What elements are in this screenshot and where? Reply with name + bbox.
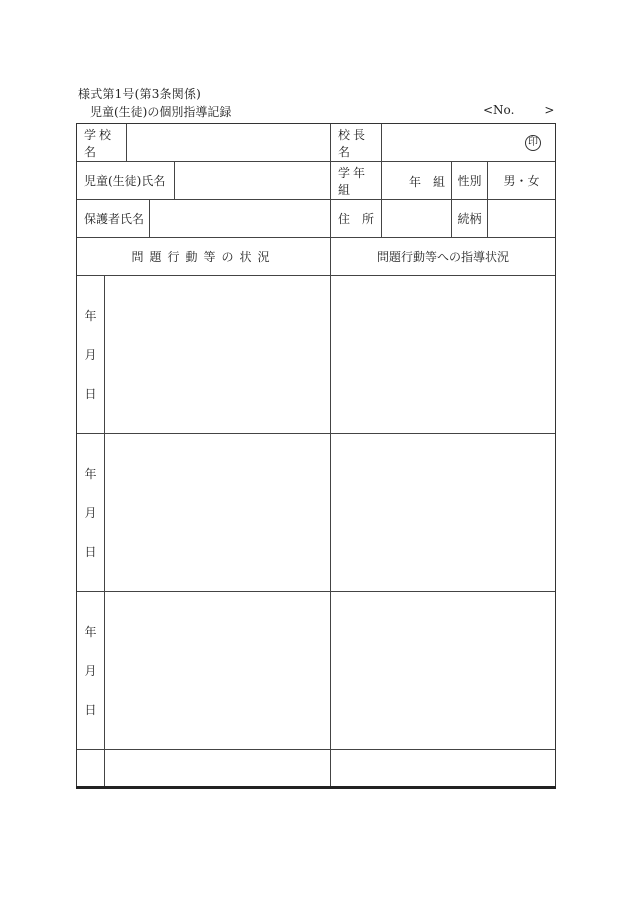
document-title: 児童(生徒)の個別指導記録 bbox=[90, 105, 232, 119]
month-label: 月 bbox=[84, 348, 97, 362]
problem-behavior-entry[interactable] bbox=[105, 276, 330, 433]
guardian-name-label: 保護者氏名 bbox=[84, 212, 145, 226]
guidance-status-entry[interactable] bbox=[331, 592, 555, 749]
month-label: 月 bbox=[84, 664, 97, 678]
date-column bbox=[77, 434, 104, 591]
student-name-field[interactable] bbox=[175, 162, 330, 199]
problem-behavior-header: 問題行動等の状況 bbox=[131, 250, 276, 264]
grade-class-field[interactable] bbox=[382, 162, 451, 199]
student-name-label: 児童(生徒)氏名 bbox=[84, 174, 166, 188]
date-column bbox=[77, 592, 104, 749]
guidance-status-entry[interactable] bbox=[331, 276, 555, 433]
form-number: 様式第1号(第3条関係) bbox=[78, 87, 202, 101]
guidance-status-entry[interactable] bbox=[331, 434, 555, 591]
seal-icon: 印 bbox=[525, 135, 541, 151]
grade-class-label: 学年組 bbox=[338, 165, 369, 197]
record-number bbox=[483, 103, 554, 117]
principal-name-field[interactable] bbox=[382, 124, 555, 161]
relationship-label: 続柄 bbox=[457, 212, 482, 226]
year-label: 年 bbox=[84, 309, 97, 323]
principal-name-label: 校長名 bbox=[338, 127, 369, 159]
bottom-rule bbox=[76, 786, 556, 789]
relationship-field[interactable] bbox=[488, 200, 555, 237]
guardian-name-field[interactable] bbox=[150, 200, 330, 237]
year-label: 年 bbox=[84, 467, 97, 481]
problem-behavior-entry[interactable] bbox=[105, 750, 330, 786]
school-name-label: 学校名 bbox=[84, 127, 115, 159]
problem-behavior-entry[interactable] bbox=[105, 434, 330, 591]
class-unit: 組 bbox=[433, 175, 446, 189]
day-label: 日 bbox=[84, 387, 97, 401]
school-name-field[interactable] bbox=[127, 124, 330, 161]
gender-label: 性別 bbox=[457, 174, 482, 188]
day-label: 日 bbox=[84, 703, 97, 717]
day-label: 日 bbox=[84, 545, 97, 559]
address-field[interactable] bbox=[382, 200, 451, 237]
address-label: 住 所 bbox=[338, 212, 375, 226]
record-number-open: <No. bbox=[483, 103, 515, 117]
guidance-status-header: 問題行動等への指導状況 bbox=[376, 250, 509, 264]
date-column bbox=[77, 276, 104, 433]
guidance-status-entry[interactable] bbox=[331, 750, 555, 786]
problem-behavior-entry[interactable] bbox=[105, 592, 330, 749]
year-label: 年 bbox=[84, 625, 97, 639]
month-label: 月 bbox=[84, 506, 97, 520]
grade-unit: 年 bbox=[409, 175, 422, 189]
record-number-close: > bbox=[544, 103, 555, 117]
date-column bbox=[77, 750, 104, 786]
gender-options[interactable]: 男・女 bbox=[503, 174, 540, 188]
record-form-table bbox=[76, 123, 556, 787]
